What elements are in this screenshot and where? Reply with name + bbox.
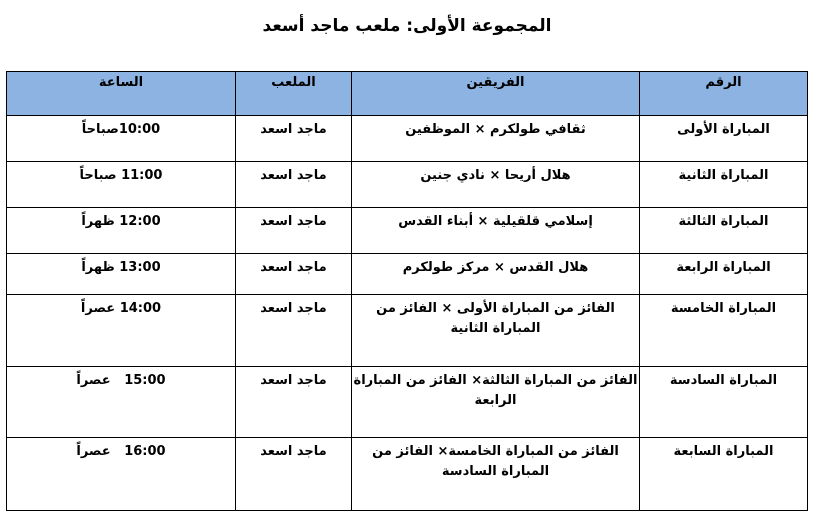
match-number: المباراة الثانية — [640, 162, 808, 208]
match-number: المباراة الرابعة — [640, 254, 808, 295]
match-venue: ماجد اسعد — [236, 208, 352, 254]
match-venue: ماجد اسعد — [236, 162, 352, 208]
match-time-text: 15:00 عصراً — [76, 373, 166, 388]
match-schedule-table — [6, 71, 808, 511]
match-time-text: 12:00 ظهراً — [81, 214, 161, 229]
match-venue: ماجد اسعد — [236, 438, 352, 511]
match-teams: هلال القدس × مركز طولكرم — [352, 254, 640, 295]
table-row — [7, 438, 808, 511]
table-row — [7, 208, 808, 254]
match-teams: الفائز من المباراة الأولى × الفائز من المباراة الثانية — [352, 295, 640, 367]
match-time-text: 14:00 عصراً — [80, 301, 162, 316]
match-time — [7, 367, 236, 438]
match-time — [7, 254, 236, 295]
match-number: المباراة الأولى — [640, 116, 808, 162]
header-teams: الفريقين — [352, 72, 640, 116]
match-teams: الفائز من المباراة الثالثة× الفائز من المباراة الرابعة — [352, 367, 640, 438]
match-time-text: 10:00صباحاً — [81, 122, 161, 137]
match-number: المباراة الخامسة — [640, 295, 808, 367]
match-venue: ماجد اسعد — [236, 367, 352, 438]
header-time: الساعة — [7, 72, 236, 116]
match-time — [7, 162, 236, 208]
header-number: الرقم — [640, 72, 808, 116]
table-header-row — [7, 72, 808, 116]
match-time — [7, 116, 236, 162]
match-teams: ثقافي طولكرم × الموظفين — [352, 116, 640, 162]
match-teams: الفائز من المباراة الخامسة× الفائز من المباراة السادسة — [352, 438, 640, 511]
match-number: المباراة الثالثة — [640, 208, 808, 254]
match-venue: ماجد اسعد — [236, 295, 352, 367]
match-number: المباراة السادسة — [640, 367, 808, 438]
table-row — [7, 367, 808, 438]
match-time — [7, 438, 236, 511]
match-time-text: 16:00 عصراً — [76, 444, 166, 459]
table-row — [7, 295, 808, 367]
match-time — [7, 208, 236, 254]
page-title: المجموعة الأولى: ملعب ماجد أسعد — [262, 16, 552, 36]
match-time — [7, 295, 236, 367]
header-venue: الملعب — [236, 72, 352, 116]
match-time-text: 13:00 ظهراً — [81, 260, 161, 275]
table-row — [7, 116, 808, 162]
table-row — [7, 162, 808, 208]
table-row — [7, 254, 808, 295]
match-teams: هلال أريحا × نادي جنين — [352, 162, 640, 208]
match-venue: ماجد اسعد — [236, 116, 352, 162]
match-time-text: 11:00 صباحاً — [79, 168, 163, 183]
match-number: المباراة السابعة — [640, 438, 808, 511]
match-teams: إسلامي قلقيلية × أبناء القدس — [352, 208, 640, 254]
match-venue: ماجد اسعد — [236, 254, 352, 295]
